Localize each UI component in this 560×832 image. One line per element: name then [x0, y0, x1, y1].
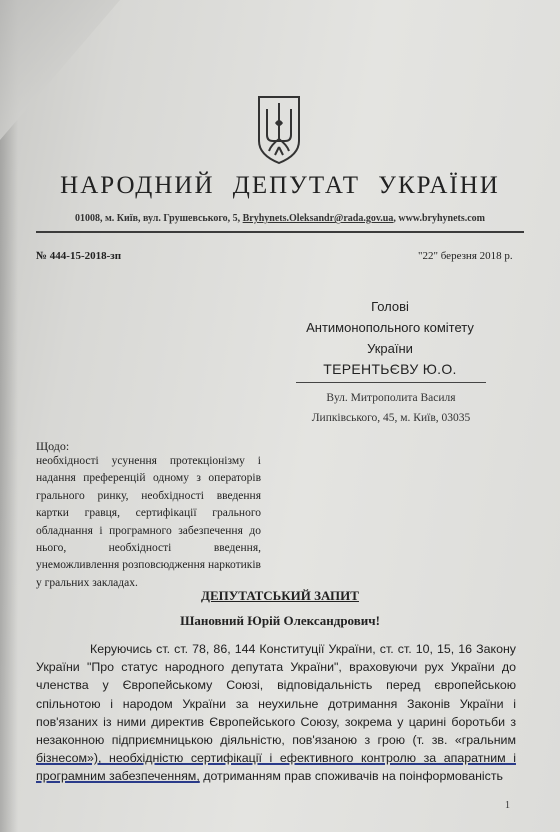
- body-paragraph: [36, 640, 516, 786]
- sender-address: [0, 213, 560, 224]
- recipient-address: [296, 388, 486, 428]
- recipient-block: [290, 296, 490, 380]
- page-fold: [0, 0, 120, 140]
- reference-number: № 444-15-2018-зп: [36, 250, 122, 262]
- pen-underlined-text: бізнесом»), необхідністю сертифікації і ефективного контролю за апаратним і: [36, 751, 516, 766]
- body-text-run: дотриманням прав споживачів на поінформованість: [199, 769, 504, 784]
- subject-label: Щодо:: [36, 439, 70, 453]
- header-divider: [36, 231, 524, 233]
- recipient-address-line: Вул. Митрополита Василя: [326, 392, 456, 404]
- salutation: Шановний Юрій Олександрович!: [180, 613, 380, 628]
- pen-underlined-text: програмним забезпеченням,: [36, 769, 200, 784]
- subject-text: необхідності усунення протекціонізму і надання преференцій одному з операторів грального ринку, необхідності введення картки гравця, сертифікації грального обладнання і програмного забезпечення до нього, необхідності введення, унеможливлення розповсюдження наркотиків у гральних закладах.: [36, 455, 261, 589]
- document-title: ДЕПУТАТСЬКИЙ ЗАПИТ: [201, 588, 359, 603]
- recipient-line: Антимонопольного комітету: [306, 320, 474, 335]
- recipient-address-line: Липківського, 45, м. Київ, 03035: [311, 412, 471, 424]
- website-text: , www.bryhynets.com: [393, 213, 486, 224]
- recipient-line: Голові: [371, 299, 409, 314]
- address-text: 01008, м. Київ, вул. Грушевського, 5,: [74, 213, 241, 224]
- body-text-run: Керуючись ст. ст. 78, 86, 144 Конституції України, ст. ст. 10, 15, 16 Закону України "Про статус народного депутата України", враховуючи рух України до членства у Європейському Союзі, відповідальність перед європейською спільнотою і народом України за неухильне дотримання Законів України і пов'язаних із ними директив Європейського Союзу, зокрема у царині боротьби з незаконною підприємницькою діяльністю, пов'язаною з грою (т. зв. «гральним: [36, 642, 516, 748]
- recipient-line: України: [367, 341, 413, 356]
- page-header-title: НАРОДНИЙ ДЕПУТАТ УКРАЇНИ: [60, 172, 500, 199]
- email-link[interactable]: Bryhynets.Oleksandr@rada.gov.ua: [242, 213, 394, 224]
- document-date: "22" березня 2018 р.: [418, 250, 513, 262]
- recipient-name: ТЕРЕНТЬЄВУ Ю.О.: [323, 361, 457, 377]
- recipient-divider: [296, 382, 486, 383]
- page-number: 1: [505, 800, 510, 811]
- trident-coat-of-arms-icon: [255, 95, 303, 165]
